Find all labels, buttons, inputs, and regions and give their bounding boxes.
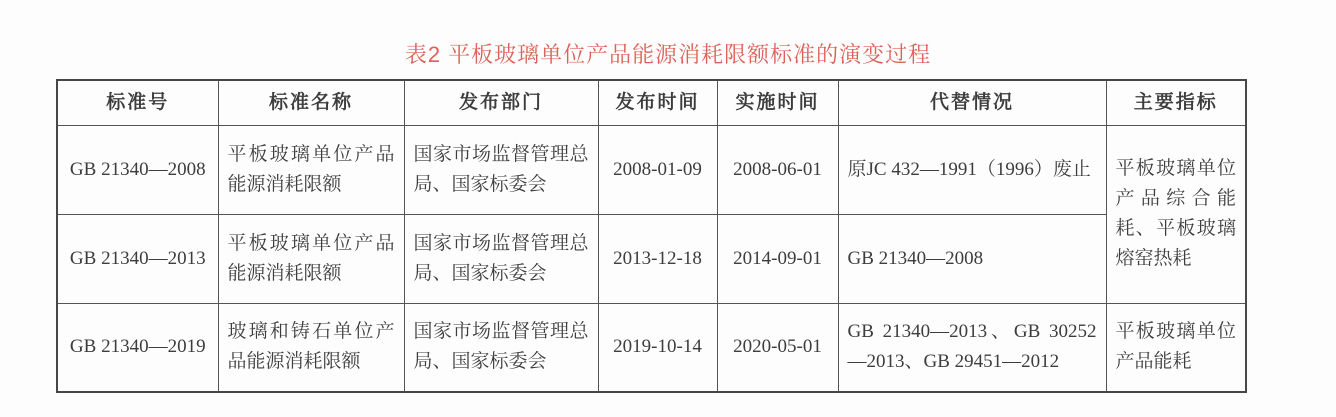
header-main-indicator: 主要指标 xyxy=(1106,80,1246,125)
header-standard-no: 标准号 xyxy=(57,80,218,125)
header-replacement: 代替情况 xyxy=(838,80,1106,125)
cell-standard-no: GB 21340—2008 xyxy=(57,125,218,214)
cell-issuing-dept: 国家市场监督管理总局、国家标委会 xyxy=(404,303,598,392)
header-standard-name: 标准名称 xyxy=(218,80,404,125)
cell-issue-date: 2008-01-09 xyxy=(598,125,717,214)
table-row xyxy=(57,303,1246,392)
table-row xyxy=(57,125,1246,214)
cell-replacement: 原JC 432—1991（1996）废止 xyxy=(838,125,1106,214)
cell-standard-name: 平板玻璃单位产品能源消耗限额 xyxy=(218,125,404,214)
cell-main-indicator: 平板玻璃单位产品能耗 xyxy=(1106,303,1246,392)
cell-impl-date: 2008-06-01 xyxy=(717,125,838,214)
cell-issuing-dept: 国家市场监督管理总局、国家标委会 xyxy=(404,214,598,303)
table-caption: 表2 平板玻璃单位产品能源消耗限额标准的演变过程 xyxy=(404,42,932,67)
cell-impl-date: 2014-09-01 xyxy=(717,214,838,303)
table-header-row xyxy=(57,80,1246,125)
header-issue-date: 发布时间 xyxy=(598,80,717,125)
cell-impl-date: 2020-05-01 xyxy=(717,303,838,392)
cell-standard-no: GB 21340—2019 xyxy=(57,303,218,392)
cell-issuing-dept: 国家市场监督管理总局、国家标委会 xyxy=(404,125,598,214)
cell-issue-date: 2019-10-14 xyxy=(598,303,717,392)
table-row xyxy=(57,214,1246,303)
header-impl-date: 实施时间 xyxy=(717,80,838,125)
standards-evolution-table xyxy=(56,79,1247,393)
cell-main-indicator-merged: 平板玻璃单位产品综合能耗、平板玻璃熔窑热耗 xyxy=(1106,125,1246,303)
cell-replacement: GB 21340—2008 xyxy=(838,214,1106,303)
cell-standard-name: 玻璃和铸石单位产品能源消耗限额 xyxy=(218,303,404,392)
cell-standard-no: GB 21340—2013 xyxy=(57,214,218,303)
header-issuing-dept: 发布部门 xyxy=(404,80,598,125)
cell-replacement: GB 21340—2013、GB 30252—2013、GB 29451—2012 xyxy=(838,303,1106,392)
cell-standard-name: 平板玻璃单位产品能源消耗限额 xyxy=(218,214,404,303)
cell-issue-date: 2013-12-18 xyxy=(598,214,717,303)
